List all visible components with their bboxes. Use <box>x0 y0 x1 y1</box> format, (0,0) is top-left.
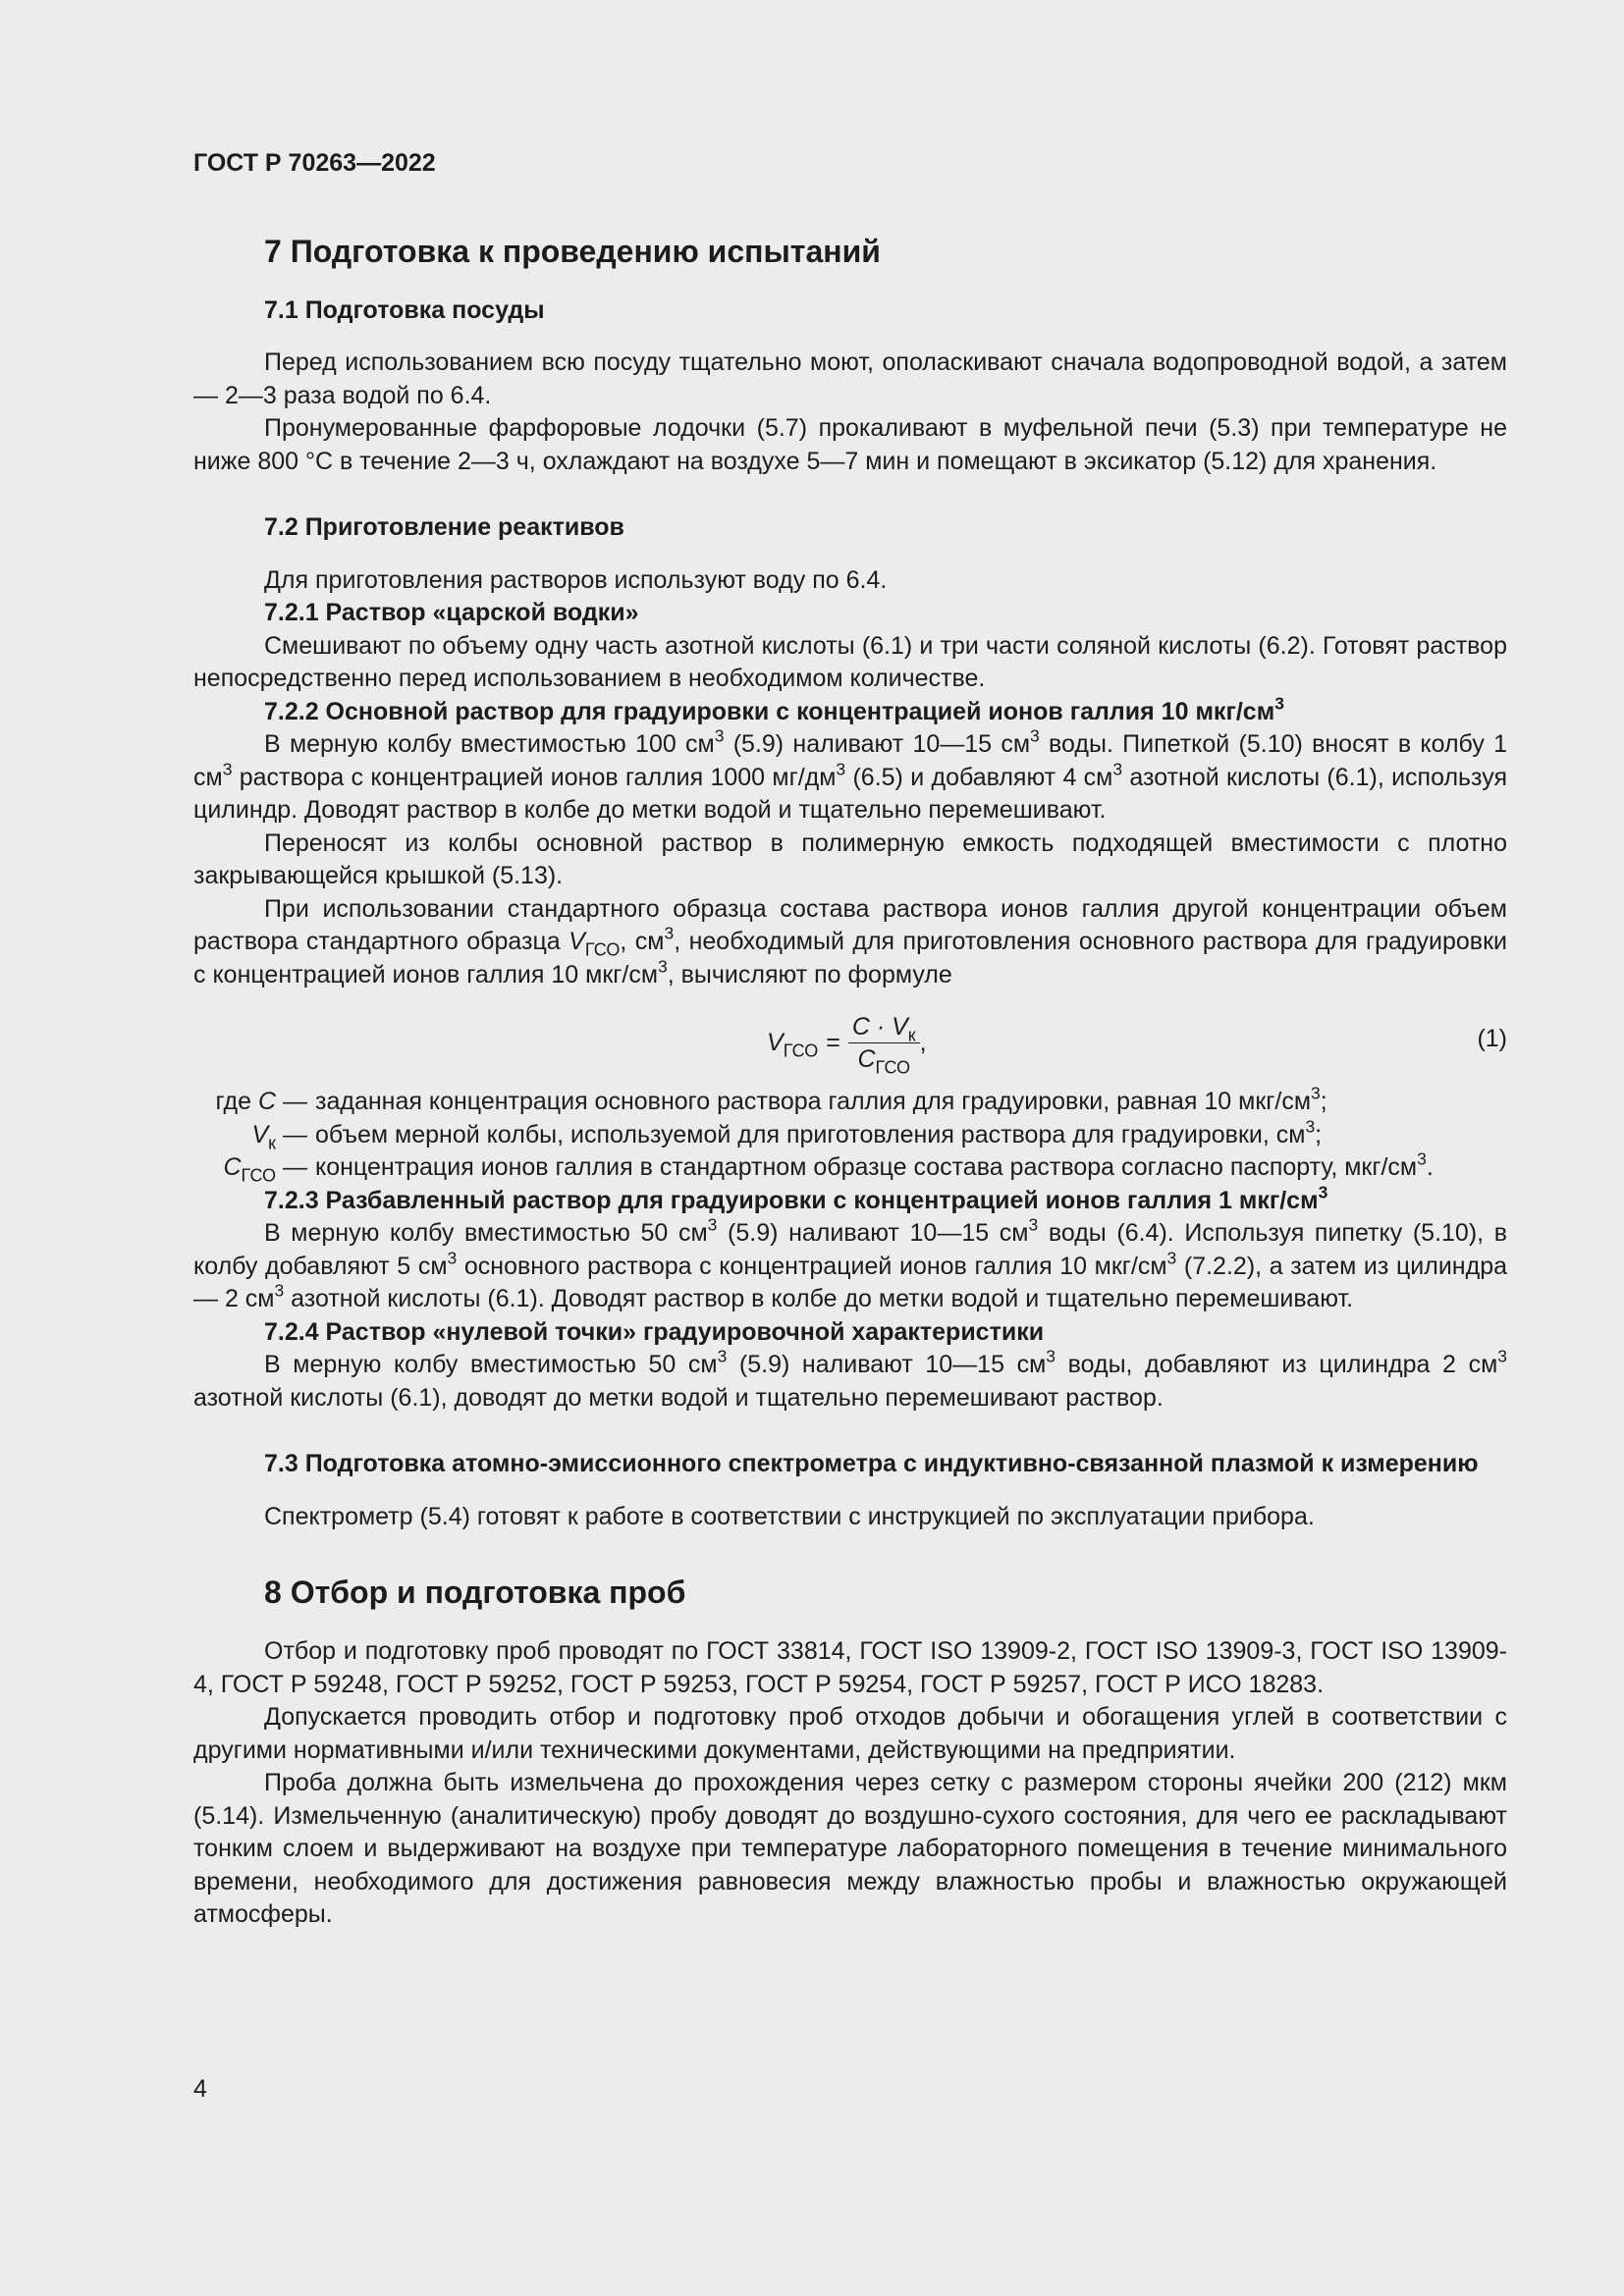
section-7-2-4-paragraph: В мерную колбу вместимостью 50 $см^3$ (5.9) наливают 10—15 $см^3$ воды, добавляют из цилиндра 2 $см^3$ азотной кислоты (6.1), доводят до метки водой и тщательно перемешивают раствор. <box>193 1346 1508 1412</box>
section-7-1-title: 7.1 Подготовка посуды <box>264 295 545 324</box>
formula-expression: $V_{ГСО}$ = $\frac{C \cdot V_к}{C_{ГСО}}$ , <box>767 1013 927 1078</box>
legend-definition-cgso: концентрация ионов галлия в стандартном образце состава раствора согласно паспорту, мкг/$см^3$. <box>315 1148 1434 1181</box>
legend-symbol-cgso: $C_{ГСО}$ — <box>223 1153 307 1186</box>
section-7-3-paragraph: Спектрометр (5.4) готовят к работе в соответствии с инструкцией по эксплуатации прибора. <box>264 1502 1315 1530</box>
formula-1 <box>193 1005 1507 1078</box>
legend-symbol-c: где C — <box>215 1088 307 1115</box>
section-7-2-3-title: 7.2.3 Разбавленный раствор для градуировки с концентрацией ионов галлия 1 мкг/$см^3$ <box>264 1182 1328 1214</box>
document-header: ГОСТ Р 70263—2022 <box>193 149 436 177</box>
section-7-2-1-paragraph: Смешивают по объему одну часть азотной кислоты (6.1) и три части соляной кислоты (6.2). Готовят раствор непосредственно перед использованием в необходимом количестве. <box>193 631 1507 692</box>
section-7-2-3-paragraph: В мерную колбу вместимостью 50 $см^3$ (5.9) наливают 10—15 $см^3$ воды (6.4). Используя пипетку (5.10), в колбу добавляют 5 $см^3$ основного раствора с концентрацией ионов галлия 10 мкг/$см^3$ (7.2.2), а затем из цилиндра — 2 $см^3$ азотной кислоты (6.1). Доводят раствор в колбе до метки водой и тщательно перемешивают. <box>193 1214 1508 1312</box>
legend-definition-c: заданная концентрация основного раствора галлия для градуировки, равная 10 мкг/$см^3$; <box>315 1083 1327 1115</box>
section-7-2-paragraph: Для приготовления растворов используют воду по 6.4. <box>264 565 888 594</box>
section-7-2-4-title: 7.2.4 Раствор «нулевой точки» градуировочной характеристики <box>264 1317 1045 1346</box>
section-7-2-2-title: 7.2.2 Основной раствор для градуировки с концентрацией ионов галлия 10 мкг/$см^3$ <box>264 693 1284 725</box>
formula-legend <box>193 1083 1507 1186</box>
section-7-3-title: 7.3 Подготовка атомно-эмиссионного спектрометра с индуктивно-связанной плазмой к измерению <box>264 1450 1479 1477</box>
legend-definition-vk: объем мерной колбы, используемой для приготовления раствора для градуировки, $см^3$; <box>315 1116 1323 1148</box>
section-7-1-paragraph-2: Пронумерованные фарфоровые лодочки (5.7) прокаливают в муфельной печи (5.3) при температуре не ниже 800 °С в течение 2—3 ч, охлаждают на воздухе 5—7 мин и помещают в эксикатор (5.12) для хранения. <box>193 414 1507 475</box>
page-number: 4 <box>193 2075 207 2103</box>
section-7-2-2-paragraph-3: При использовании стандартного образца состава раствора ионов галлия другой концентрации объем раствора стандартного образца $V_{ГСО}$, $см^3$, необходимый для приготовления основного раствора для градуировки с концентрацией ионов галлия 10 мкг/$см^3$, вычисляют по формуле <box>193 894 1507 988</box>
section-8-paragraph-3: Проба должна быть измельчена до прохождения через сетку с размером стороны ячейки 200 (212) мкм (5.14). Измельченную (аналитическую) пробу доводят до воздушно-сухого состояния, для чего ее раскладывают тонким слоем и выдерживают на воздухе при температуре лабораторного помещения в течение минимального времени, необходимого для достижения равновесия между влажностью пробы и влажностью окружающей атмосферы. <box>193 1769 1507 1928</box>
section-8-paragraph-2: Допускается проводить отбор и подготовку проб отходов добычи и обогащения углей в соответствии с другими нормативными и/или техническими документами, действующими на предприятии. <box>193 1703 1507 1764</box>
page-content <box>193 147 1507 1932</box>
legend-symbol-vk: $V_к$ — <box>251 1120 307 1152</box>
section-7-2-2-paragraph-1: В мерную колбу вместимостью 100 $см^3$ (5.9) наливают 10—15 $см^3$ воды. Пипеткой (5.10) вносят в колбу 1 $см^3$ раствора с концентрацией ионов галлия 1000 $мг/дм^3$ (6.5) и добавляют 4 $см^3$ азотной кислоты (6.1), используя цилиндр. Доводят раствор в колбе до метки водой и тщательно перемешивают. <box>193 725 1507 824</box>
section-7-2-title: 7.2 Приготовление реактивов <box>264 513 624 541</box>
section-7-2-2-paragraph-2: Переносят из колбы основной раствор в полимерную емкость подходящей вместимости с плотно закрывающейся крышкой (5.13). <box>193 828 1507 889</box>
section-8-paragraph-1: Отбор и подготовку проб проводят по ГОСТ 33814, ГОСТ ISO 13909-2, ГОСТ ISO 13909-3, ГОСТ ISO 13909-4, ГОСТ Р 59248, ГОСТ Р 59252, ГОСТ Р 59253, ГОСТ Р 59254, ГОСТ Р 59257, ГОСТ Р ИСО 18283. <box>193 1637 1507 1698</box>
formula-number: (1) <box>1477 1025 1507 1052</box>
section-7-1-paragraph-1: Перед использованием всю посуду тщательно моют, ополаскивают сначала водопроводной водой, а затем — 2—3 раза водой по 6.4. <box>193 348 1507 409</box>
section-7-2-1-title: 7.2.1 Раствор «царской водки» <box>264 599 639 626</box>
section-8-title: 8 Отбор и подготовка проб <box>264 1575 686 1610</box>
section-7-title: 7 Подготовка к проведению испытаний <box>264 233 881 269</box>
formula-fraction: $\frac{C \cdot V_к}{C_{ГСО}}$ <box>848 1013 920 1073</box>
